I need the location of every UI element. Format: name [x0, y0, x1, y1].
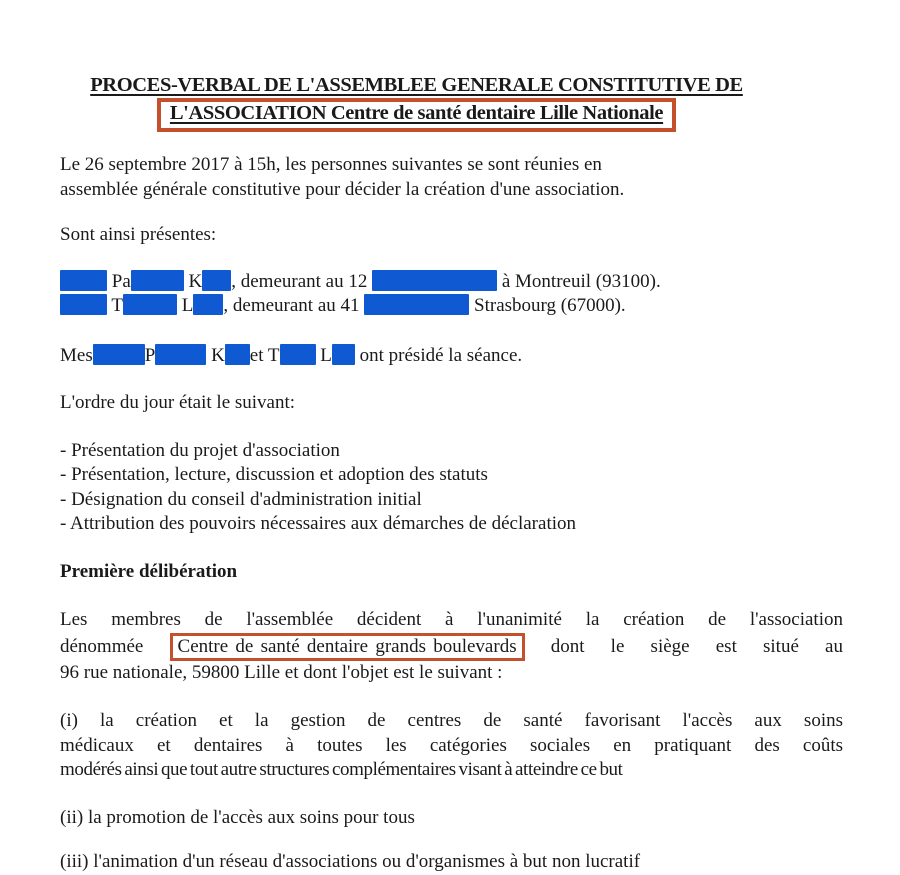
agenda-item: - Présentation du projet d'association — [60, 439, 340, 461]
presided-initial-p: P — [144, 344, 156, 366]
attendee1-initial-fragment: K — [188, 270, 203, 292]
title-row-2 — [25, 97, 808, 132]
presided-initial-k: K — [211, 344, 225, 366]
presided-prefix: Mes — [60, 344, 93, 366]
attendee-list — [60, 270, 843, 319]
deliberation1-line2-prefix: dénommée — [60, 635, 144, 657]
deliberation1-line1: Les membres de l'assemblée décident à l'unanimité la création de l'association — [60, 609, 843, 630]
attendee1-name-fragment: Pa — [111, 270, 131, 292]
redaction-bar — [123, 294, 177, 315]
redaction-bar — [60, 270, 107, 291]
title-row-1 — [25, 74, 808, 97]
attendee-row-1 — [60, 270, 843, 295]
presided-suffix: ont présidé la séance. — [359, 344, 523, 366]
attendee1-city: à Montreuil (93100). — [501, 270, 661, 292]
intro-line2: assemblée générale constitutive pour décider la création d'une association. — [60, 178, 625, 200]
redaction-bar — [193, 294, 223, 315]
redaction-bar — [364, 294, 469, 315]
association-name-highlighted: Centre de santé dentaire grands boulevards — [177, 635, 517, 657]
presided-initial-l: L — [320, 344, 332, 366]
agenda-item: - Présentation, lecture, discussion et adoption des statuts — [60, 464, 488, 485]
object1-line3: modérés ainsi que tout autre structures complémentaires visant à atteindre ce but — [60, 759, 623, 780]
document-title — [25, 74, 808, 132]
redaction-bar — [93, 344, 145, 365]
redaction-bar — [155, 344, 206, 365]
agenda-label: L'ordre du jour était le suivant: — [60, 392, 296, 413]
redaction-bar — [225, 344, 250, 365]
attendee2-name-fragment: T — [111, 295, 124, 316]
deliberation1-line2-suffix: dont le siège est situé au — [550, 635, 843, 657]
presided-sentence — [60, 344, 843, 369]
object-item-3-clipped: (iii) l'animation d'un réseau d'associations ou d'organismes à but non lucratif — [60, 851, 641, 872]
attendee2-city: Strasbourg (67000). — [474, 295, 626, 316]
deliberation1-heading: Première délibération — [60, 560, 238, 582]
deliberation1-line3: 96 rue nationale, 59800 Lille et dont l'objet est le suivant : — [60, 661, 503, 683]
intro-paragraph — [60, 153, 843, 202]
object-item-1 — [60, 709, 843, 783]
title-red-highlight-frame — [157, 98, 676, 132]
object-item-2: (ii) la promotion de l'accès aux soins pour tous — [60, 806, 415, 828]
redaction-bar — [332, 344, 355, 365]
deliberation1-paragraph — [60, 608, 843, 685]
agenda-item: - Attribution des pouvoirs nécessaires aux démarches de déclaration — [60, 513, 576, 534]
presided-et-t: et T — [249, 344, 280, 366]
attendee2-initial-fragment: L — [181, 295, 194, 316]
association-name-red-highlight-frame — [170, 633, 525, 661]
agenda-list — [60, 439, 843, 537]
intro-line1: Le 26 septembre 2017 à 15h, les personnes suivantes se sont réunies en — [60, 154, 602, 175]
attendee1-address-prefix: , demeurant au 12 — [231, 270, 368, 292]
agenda-item: - Désignation du conseil d'administration initial — [60, 488, 422, 510]
redaction-bar — [131, 270, 184, 291]
present-label: Sont ainsi présentes: — [60, 224, 217, 245]
redaction-bar — [202, 270, 231, 291]
object1-line2: médicaux et dentaires à toutes les catégories sociales en pratiquant des coûts — [60, 734, 843, 756]
redaction-bar — [280, 344, 316, 365]
title-line2: L'ASSOCIATION Centre de santé dentaire Lille Nationale — [169, 102, 664, 124]
redaction-bar — [372, 270, 497, 291]
attendee2-address-prefix: , demeurant au 41 — [223, 295, 360, 316]
deliberation1-line2 — [60, 633, 843, 661]
attendee-row-2 — [60, 294, 843, 319]
redaction-bar — [60, 294, 107, 315]
object1-line1: (i) la création et la gestion de centres de santé favorisant l'accès aux soins — [60, 710, 843, 731]
title-line1: PROCES-VERBAL DE L'ASSEMBLEE GENERALE CONSTITUTIVE DE — [90, 74, 743, 96]
